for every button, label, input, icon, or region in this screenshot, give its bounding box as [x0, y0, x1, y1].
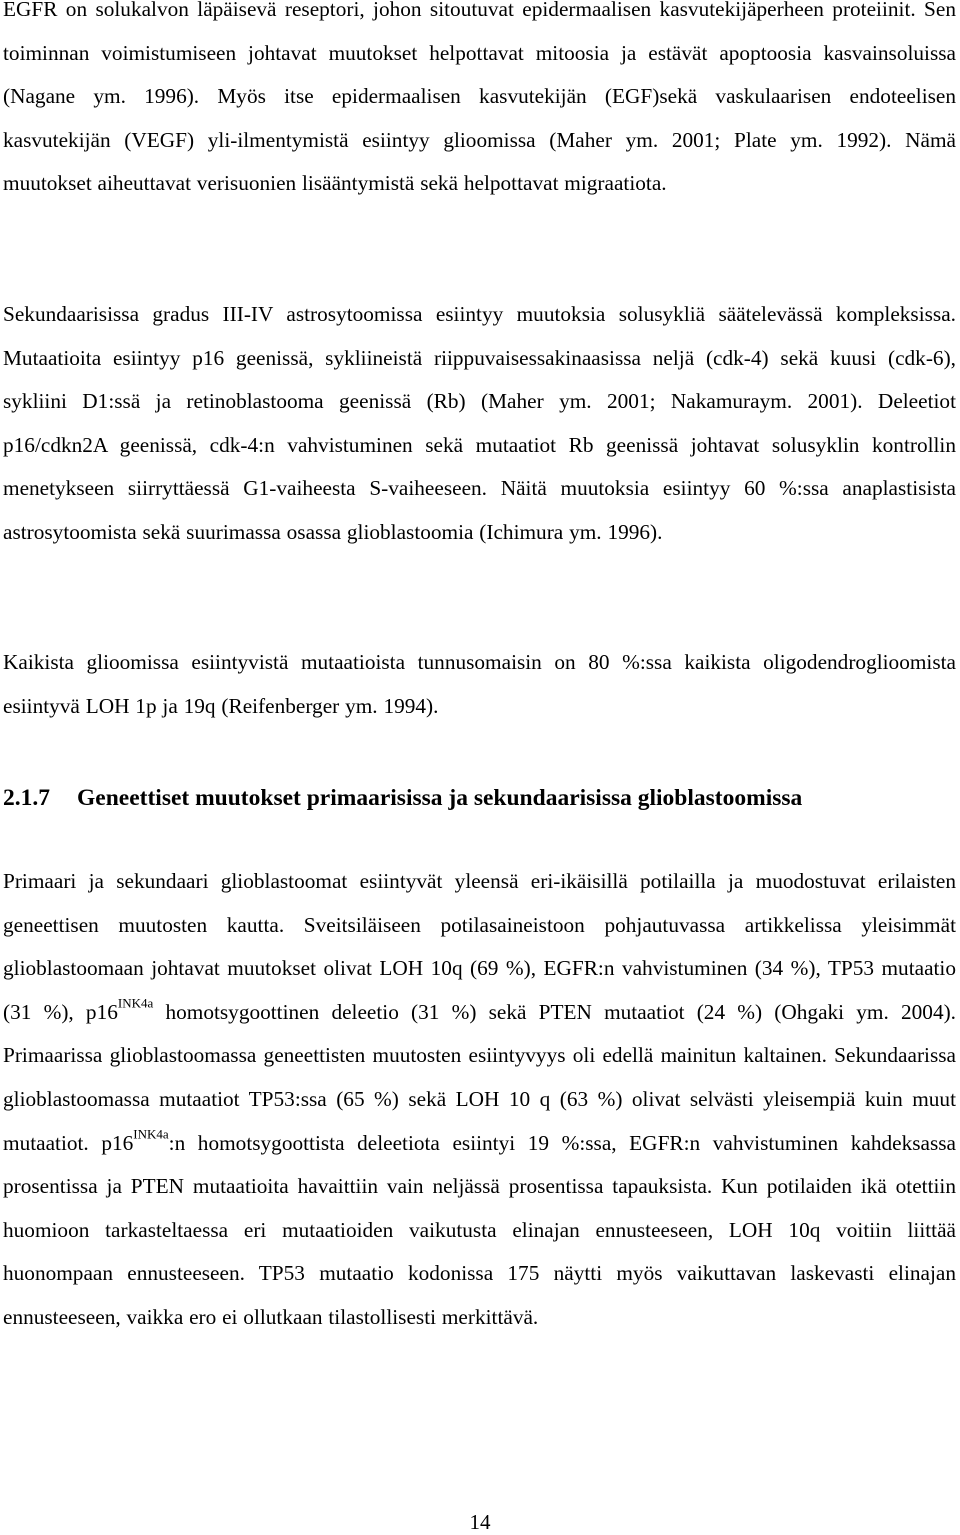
section-heading	[3, 778, 802, 818]
page-number: 14	[469, 1510, 491, 1534]
paragraph-text-part: :n homotsygoottista deleetiota esiintyi 19 %:ssa, EGFR:n vahvistuminen kahdeksassa prosentissa ja PTEN mutaatioita havaittiin vain neljässä prosentissa tapauksista. Kun potilaiden ikä otettiin huomioon tarkasteltaessa eri mutaatioiden vaikutusta elinajan ennusteeseen, LOH 10q voitiin liittää huonompaan ennusteeseen. TP53 mutaatio kodonissa 175 näytti myös vaikuttavan laskevasti elinajan ennusteeseen, vaikka ero ei ollutkaan tilastollisesti merkittävä.	[3, 1130, 956, 1329]
superscript-ink4a: INK4a	[117, 995, 154, 1011]
paragraph-text-part: Primaari ja sekundaari glioblastoomat esiintyvät yleensä eri-ikäisillä potilailla ja muodostuvat erilaisten geneettisen muutosten kautta. Sveitsiläiseen potilasaineistoon pohjautuvassa artikkelissa yleisimmät glioblastoomaan johtavat muutokset olivat LOH 10q (69 %), EGFR:n vahvistuminen (34 %), TP53 mutaatio (31 %), p16	[3, 869, 956, 1024]
paragraph-cell-cycle: Sekundaarisissa gradus III-IV astrosytoomissa esiintyy muutoksia solusykliä säätelevässä kompleksissa. Mutaatioita esiintyy p16 geenissä, sykliineistä riippuvaisessakinaasissa neljä (cdk-4) sekä kuusi (cdk-6), sykliini D1:ssä ja retinoblastooma geenissä (Rb) (Maher ym. 2001; Nakamuraym. 2001). Deleetiot p16/cdkn2A geenissä, cdk-4:n vahvistuminen sekä mutaatiot Rb geenissä johtavat solusyklin kontrollin menetykseen siirryttäessä G1-vaiheesta S-vaiheeseen. Näitä muutoksia esiintyy 60 %:ssa anaplastisista astrosytoomista sekä suurimassa osassa glioblastoomia (Ichimura ym. 1996).	[3, 302, 956, 544]
section-number: 2.1.7	[3, 785, 50, 811]
paragraph-text-part: homotsygoottinen deleetio (31 %) sekä PTEN mutaatiot (24 %) (Ohgaki ym. 2004). Primaarissa glioblastoomassa geneettisten muutosten esiintyvyys oli edellä mainitun kaltainen. Sekundaarissa glioblastoomassa mutaatiot TP53:ssa (65 %) sekä LOH 10 q (63 %) olivat selvästi yleisempiä kuin muut mutaatiot. p16	[3, 999, 957, 1155]
paragraph-glioblastoma	[3, 860, 956, 1340]
paragraph-loh: Kaikista glioomissa esiintyvistä mutaatioista tunnusomaisin on 80 %:ssa kaikista oligodendroglioomista esiintyvä LOH 1p ja 19q (Reifenberger ym. 1994).	[3, 650, 956, 718]
superscript-ink4a: INK4a	[133, 1125, 169, 1141]
section-title: Geneettiset muutokset primaarisissa ja sekundaarisissa glioblastoomissa	[77, 785, 803, 811]
paragraph-egfr: EGFR on solukalvon läpäisevä reseptori, johon sitoutuvat epidermaalisen kasvutekijäperheen proteiinit. Sen toiminnan voimistumiseen johtavat muutokset helpottavat mitoosia ja estävät apoptoosia kasvainsoluissa (Nagane ym. 1996). Myös itse epidermaalisen kasvutekijän (EGF)sekä vaskulaarisen endoteelisen kasvutekijän (VEGF) yli-ilmentymistä esiintyy glioomissa (Maher ym. 2001; Plate ym. 1992). Nämä muutokset aiheuttavat verisuonien lisääntymistä sekä helpottavat migraatiota.	[3, 0, 956, 196]
